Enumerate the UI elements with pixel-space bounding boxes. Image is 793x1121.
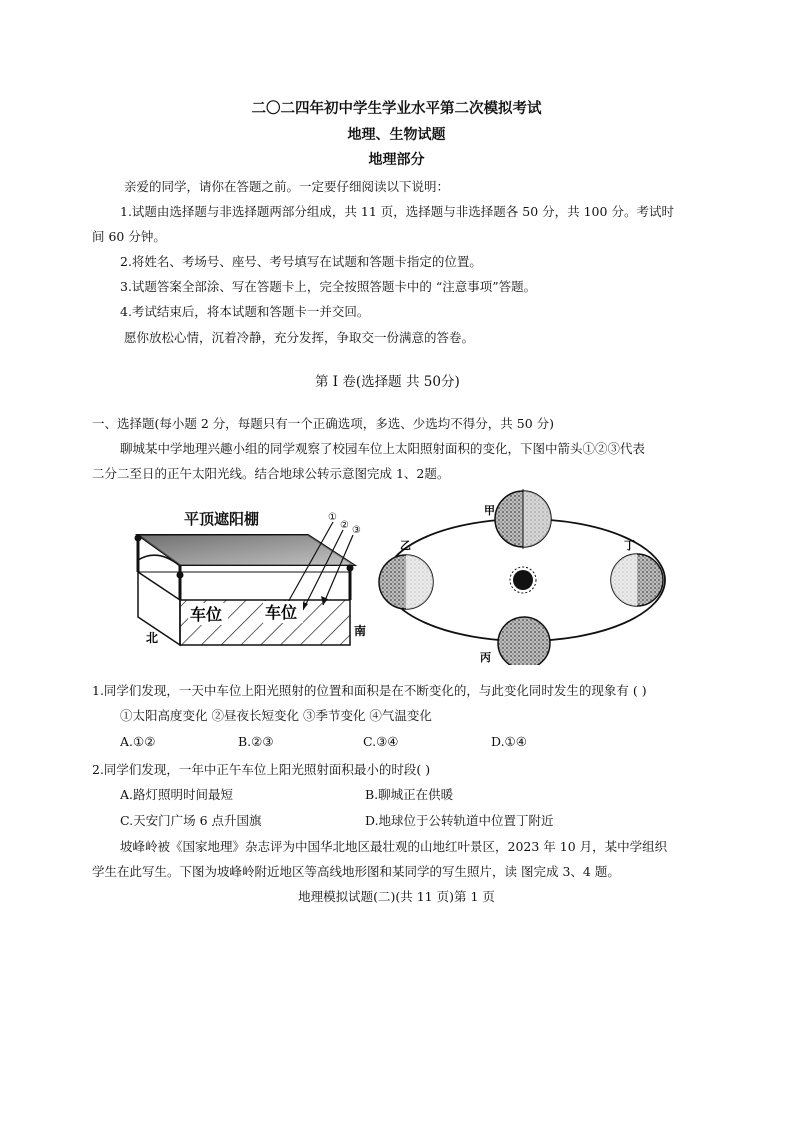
page-title: 二〇二四年初中学生学业水平第二次模拟考试 bbox=[251, 101, 542, 117]
arrow-label-1: ① bbox=[328, 512, 337, 523]
question-1-option-d[interactable]: D.①④ bbox=[491, 734, 527, 749]
question-1-stem: 1.同学们发现，一天中车位上阳光照射的位置和面积是在不断变化的，与此变化同时发生的现象有 ( ) bbox=[92, 683, 647, 698]
earth-orbit-diagram bbox=[378, 483, 678, 665]
position-label-bing: 丙 bbox=[480, 651, 491, 664]
south-label: 南 bbox=[354, 624, 367, 638]
question-2-option-d[interactable]: D.地球位于公转轨道中位置丁附近 bbox=[365, 813, 554, 828]
position-label-jia: 甲 bbox=[484, 504, 495, 517]
passage-line2: 学生在此写生。下图为坡峰岭附近地区等高线地形图和某同学的写生照片，读 图完成 3、4 题。 bbox=[92, 864, 620, 879]
question-1-items: ①太阳高度变化 ②昼夜长短变化 ③季节变化 ④气温变化 bbox=[120, 708, 432, 723]
carport-diagram bbox=[128, 500, 376, 650]
question-1-option-b[interactable]: B.②③ bbox=[238, 734, 274, 749]
earth-position-ding bbox=[611, 539, 663, 606]
position-label-yi: 乙 bbox=[400, 539, 411, 552]
passage-line1: 坡峰岭被《国家地理》杂志评为中国华北地区最壮观的山地红叶景区，2023 年 10 月，某中学组织 bbox=[120, 839, 668, 854]
question-2-option-b[interactable]: B.聊城正在供暖 bbox=[365, 787, 454, 802]
instructions-greeting: 亲爱的同学，请你在答题之前。一定要仔细阅读以下说明： bbox=[124, 179, 450, 194]
earth-position-bing bbox=[480, 617, 550, 665]
part-heading: 第 I 卷(选择题 共 50分) bbox=[315, 374, 460, 390]
instruction-item-4: 4.考试结束后，将本试题和答题卡一并交回。 bbox=[120, 304, 370, 319]
sun-icon bbox=[513, 570, 533, 590]
roof-label: 平顶遮阳棚 bbox=[184, 510, 260, 528]
instruction-item-1: 1.试题由选择题与非选择题两部分组成，共 11 页，选择题与非选择题各 50 分，共 100 分。考试时 bbox=[120, 204, 674, 219]
question-2-stem: 2.同学们发现，一年中正午车位上阳光照射面积最小的时段( ) bbox=[92, 762, 431, 777]
earth-position-jia bbox=[484, 489, 551, 549]
parking-slot-label-1: 车位 bbox=[190, 605, 223, 624]
instruction-item-3: 3.试题答案全部涂、写在答题卡上，完全按照答题卡中的 “注意事项”答题。 bbox=[120, 279, 537, 294]
instruction-item-2: 2.将姓名、考场号、座号、考号填写在试题和答题卡指定的位置。 bbox=[120, 254, 482, 269]
instruction-item-1-cont: 间 60 分钟。 bbox=[92, 229, 166, 244]
earth-position-yi bbox=[379, 539, 433, 609]
question-1-option-c[interactable]: C.③④ bbox=[363, 734, 399, 749]
question-2-option-c[interactable]: C.天安门广场 6 点升国旗 bbox=[120, 813, 262, 828]
page-subtitle: 地理、生物试题 bbox=[347, 127, 446, 143]
arrow-label-3: ③ bbox=[352, 525, 361, 536]
section-title: 地理部分 bbox=[368, 152, 425, 168]
question-2-option-a[interactable]: A.路灯照明时间最短 bbox=[120, 787, 234, 802]
arrow-label-2: ② bbox=[340, 520, 349, 531]
question-intro-line2: 二分二至日的正午太阳光线。结合地球公转示意图完成 1、2题。 bbox=[92, 466, 450, 481]
section-choice-title: 一、选择题(每小题 2 分，每题只有一个正确选项，多选、少选均不得分，共 50 分) bbox=[92, 416, 555, 431]
question-intro-line1: 聊城某中学地理兴趣小组的同学观察了校园车位上太阳照射面积的变化，下图中箭头①②③代表 bbox=[120, 441, 646, 456]
north-label: 北 bbox=[146, 631, 159, 645]
parking-slot-label-2: 车位 bbox=[265, 603, 298, 622]
position-label-ding: 丁 bbox=[624, 539, 635, 552]
instructions-wish: 愿你放松心情，沉着冷静，充分发挥，争取交一份满意的答卷。 bbox=[124, 330, 475, 345]
page-footer: 地理模拟试题(二)(共 11 页)第 1 页 bbox=[298, 889, 495, 904]
question-1-option-a[interactable]: A.①② bbox=[120, 734, 156, 749]
